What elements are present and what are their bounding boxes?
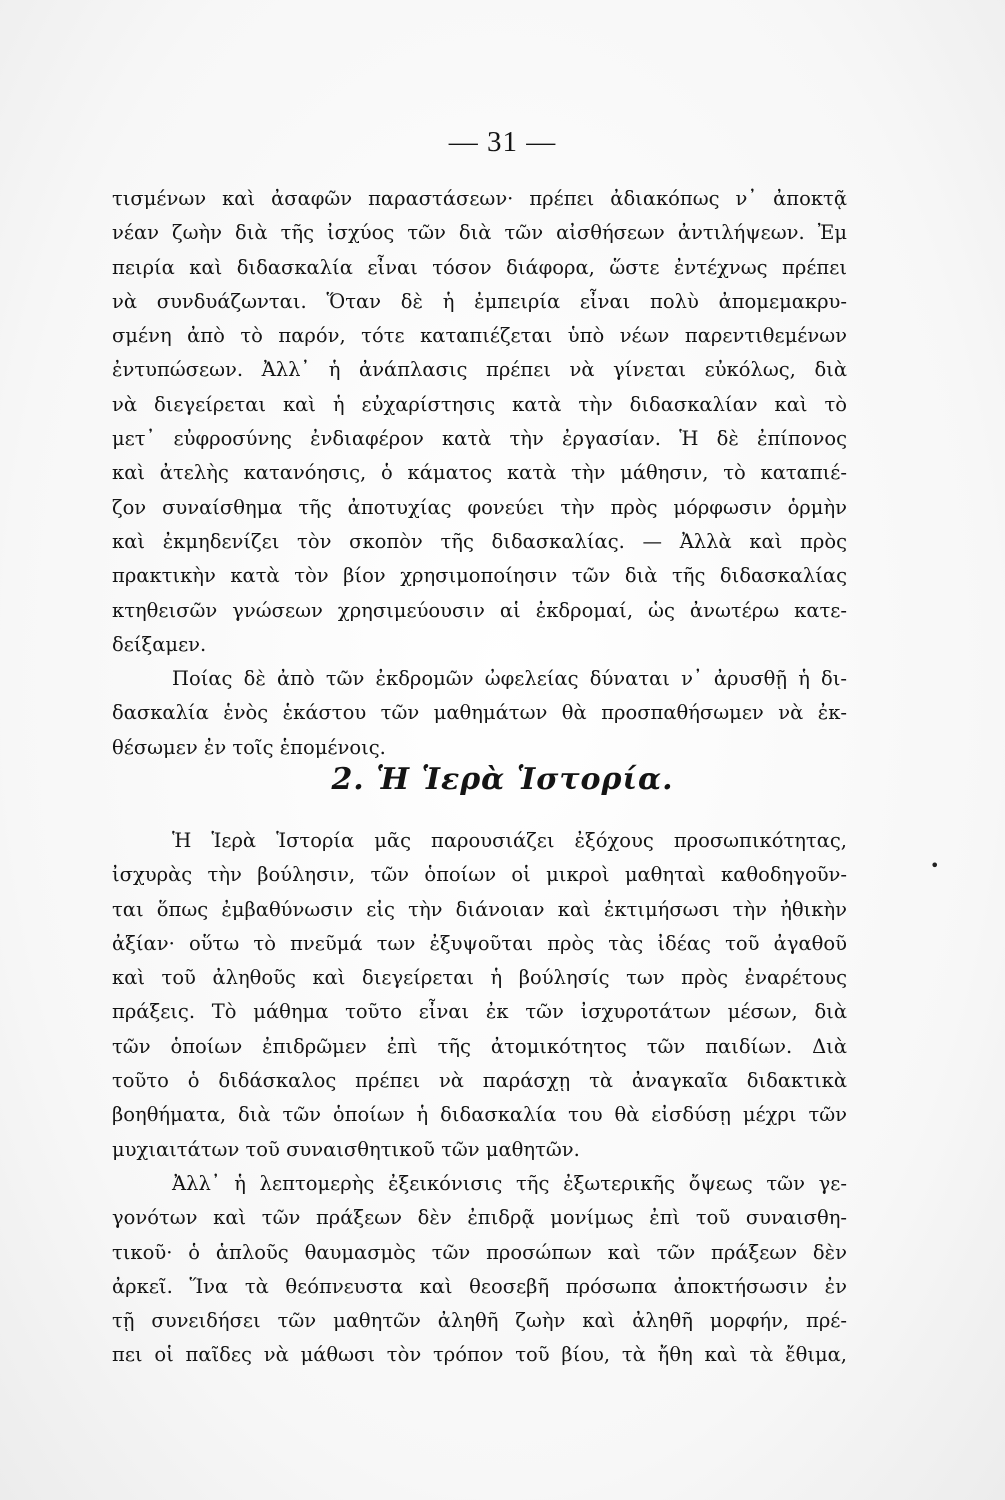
- text-line: δασκαλία ἑνὸς ἑκάστου τῶν μαθημάτων θὰ προσπαθήσωμεν νὰ ἐκ-: [112, 701, 847, 725]
- text-line: καὶ τοῦ ἀληθοῦς καὶ διεγείρεται ἡ βούλησίς των πρὸς ἐναρέτους: [112, 966, 847, 990]
- text-line: πειρία καὶ διδασκαλία εἶναι τόσον διάφορα, ὥστε ἐντέχνως πρέπει: [112, 255, 847, 279]
- section-heading: 2. Ἡ Ἱερὰ Ἱστορία.: [331, 762, 674, 797]
- text-line: μυχιαιτάτων τοῦ συναισθητικοῦ τῶν μαθητῶν.: [112, 1137, 580, 1161]
- text-line: καὶ ἀτελὴς κατανόησις, ὁ κάματος κατὰ τὴν μάθησιν, τὸ καταπιέ-: [112, 461, 847, 485]
- text-line: πει οἱ παῖδες νὰ μάθωσι τὸν τρόπον τοῦ βίου, τὰ ἤθη καὶ τὰ ἔθιμα,: [112, 1343, 847, 1367]
- text-line: Ἀλλ᾽ ἡ λεπτομερὴς ἐξεικόνισις τῆς ἐξωτερικῆς ὄψεως τῶν γε-: [172, 1171, 847, 1195]
- text-line: νὰ συνδυάζωνται. Ὅταν δὲ ἡ ἐμπειρία εἶναι πολὺ ἀπομεμακρυ-: [112, 289, 847, 313]
- margin-ink-dot: •: [930, 856, 940, 875]
- page-number: — 31 —: [448, 126, 557, 158]
- text-line: σμένη ἀπὸ τὸ παρόν, τότε καταπιέζεται ὑπὸ νέων παρεντιθεμένων: [112, 324, 847, 348]
- text-line: πράξεις. Τὸ μάθημα τοῦτο εἶναι ἐκ τῶν ἰσχυροτάτων μέσων, διὰ: [112, 1000, 847, 1024]
- text-block-upper: [112, 182, 847, 765]
- paragraph-1: [112, 182, 847, 662]
- paragraph-4: [112, 1167, 847, 1373]
- text-line: τῶν ὁποίων ἐπιδρῶμεν ἐπὶ τῆς ἀτομικότητος τῶν παιδίων. Διὰ: [112, 1034, 847, 1058]
- text-line: θέσωμεν ἐν τοῖς ἑπομένοις.: [112, 735, 386, 759]
- text-line: τικοῦ· ὁ ἁπλοῦς θαυμασμὸς τῶν προσώπων καὶ τῶν πράξεων δὲν: [112, 1240, 847, 1264]
- text-line: ζον συναίσθημα τῆς ἀποτυχίας φονεύει τὴν πρὸς μόρφωσιν ὁρμὴν: [112, 495, 847, 519]
- text-line: κτηθεισῶν γνώσεων χρησιμεύουσιν αἱ ἐκδρομαί, ὡς ἀνωτέρω κατε-: [112, 598, 847, 622]
- text-line: καὶ ἐκμηδενίζει τὸν σκοπὸν τῆς διδασκαλίας. — Ἀλλὰ καὶ πρὸς: [112, 529, 847, 553]
- text-line: δείξαμεν.: [112, 632, 207, 656]
- text-line: Ἡ Ἱερὰ Ἱστορία μᾶς παρουσιάζει ἐξόχους προσωπικότητας,: [172, 829, 847, 852]
- text-block-lower: [112, 824, 847, 1373]
- text-line: μετ᾽ εὐφροσύνης ἐνδιαφέρον κατὰ τὴν ἐργασίαν. Ἡ δὲ ἐπίπονος: [112, 427, 847, 451]
- text-line: Ποίας δὲ ἀπὸ τῶν ἐκδρομῶν ὠφελείας δύναται ν᾽ ἀρυσθῇ ἡ δι-: [172, 667, 847, 691]
- text-line: βοηθήματα, διὰ τῶν ὁποίων ἡ διδασκαλία του θὰ εἰσδύσῃ μέχρι τῶν: [112, 1103, 847, 1127]
- text-line: ἰσχυρὰς τὴν βούλησιν, τῶν ὁποίων οἱ μικροὶ μαθηταὶ καθοδηγοῦν-: [112, 863, 847, 887]
- text-line: τοῦτο ὁ διδάσκαλος πρέπει νὰ παράσχῃ τὰ ἀναγκαῖα διδακτικὰ: [112, 1069, 847, 1093]
- text-line: ται ὅπως ἐμβαθύνωσιν εἰς τὴν διάνοιαν καὶ ἐκτιμήσωσι τὴν ἠθικὴν: [112, 897, 847, 921]
- text-line: γονότων καὶ τῶν πράξεων δὲν ἐπιδρᾷ μονίμως ἐπὶ τοῦ συναισθη-: [112, 1206, 847, 1230]
- text-line: νὰ διεγείρεται καὶ ἡ εὐχαρίστησις κατὰ τὴν διδασκαλίαν καὶ τὸ: [112, 392, 847, 416]
- text-line: πρακτικὴν κατὰ τὸν βίον χρησιμοποίησιν τῶν διὰ τῆς διδασκαλίας: [112, 564, 847, 588]
- paragraph-2: [112, 662, 847, 765]
- text-line: ἐντυπώσεων. Ἀλλ᾽ ἡ ἀνάπλασις πρέπει νὰ γίνεται εὐκόλως, διὰ: [112, 358, 847, 382]
- text-line: τισμένων καὶ ἀσαφῶν παραστάσεων· πρέπει ἀδιακόπως ν᾽ ἀποκτᾷ: [112, 187, 847, 210]
- text-line: νέαν ζωὴν διὰ τῆς ἰσχύος τῶν διὰ τῶν αἰσθήσεων ἀντιλήψεων. Ἐμ: [112, 221, 847, 245]
- text-line: ἀρκεῖ. Ἵνα τὰ θεόπνευστα καὶ θεοσεβῆ πρόσωπα ἀποκτήσωσιν ἐν: [112, 1274, 847, 1298]
- text-line: τῇ συνειδήσει τῶν μαθητῶν ἀληθῆ ζωὴν καὶ ἀληθῆ μορφήν, πρέ-: [112, 1309, 847, 1333]
- paragraph-3: [112, 824, 847, 1167]
- text-line: ἀξίαν· οὕτω τὸ πνεῦμά των ἐξυψοῦται πρὸς τὰς ἰδέας τοῦ ἀγαθοῦ: [112, 931, 847, 955]
